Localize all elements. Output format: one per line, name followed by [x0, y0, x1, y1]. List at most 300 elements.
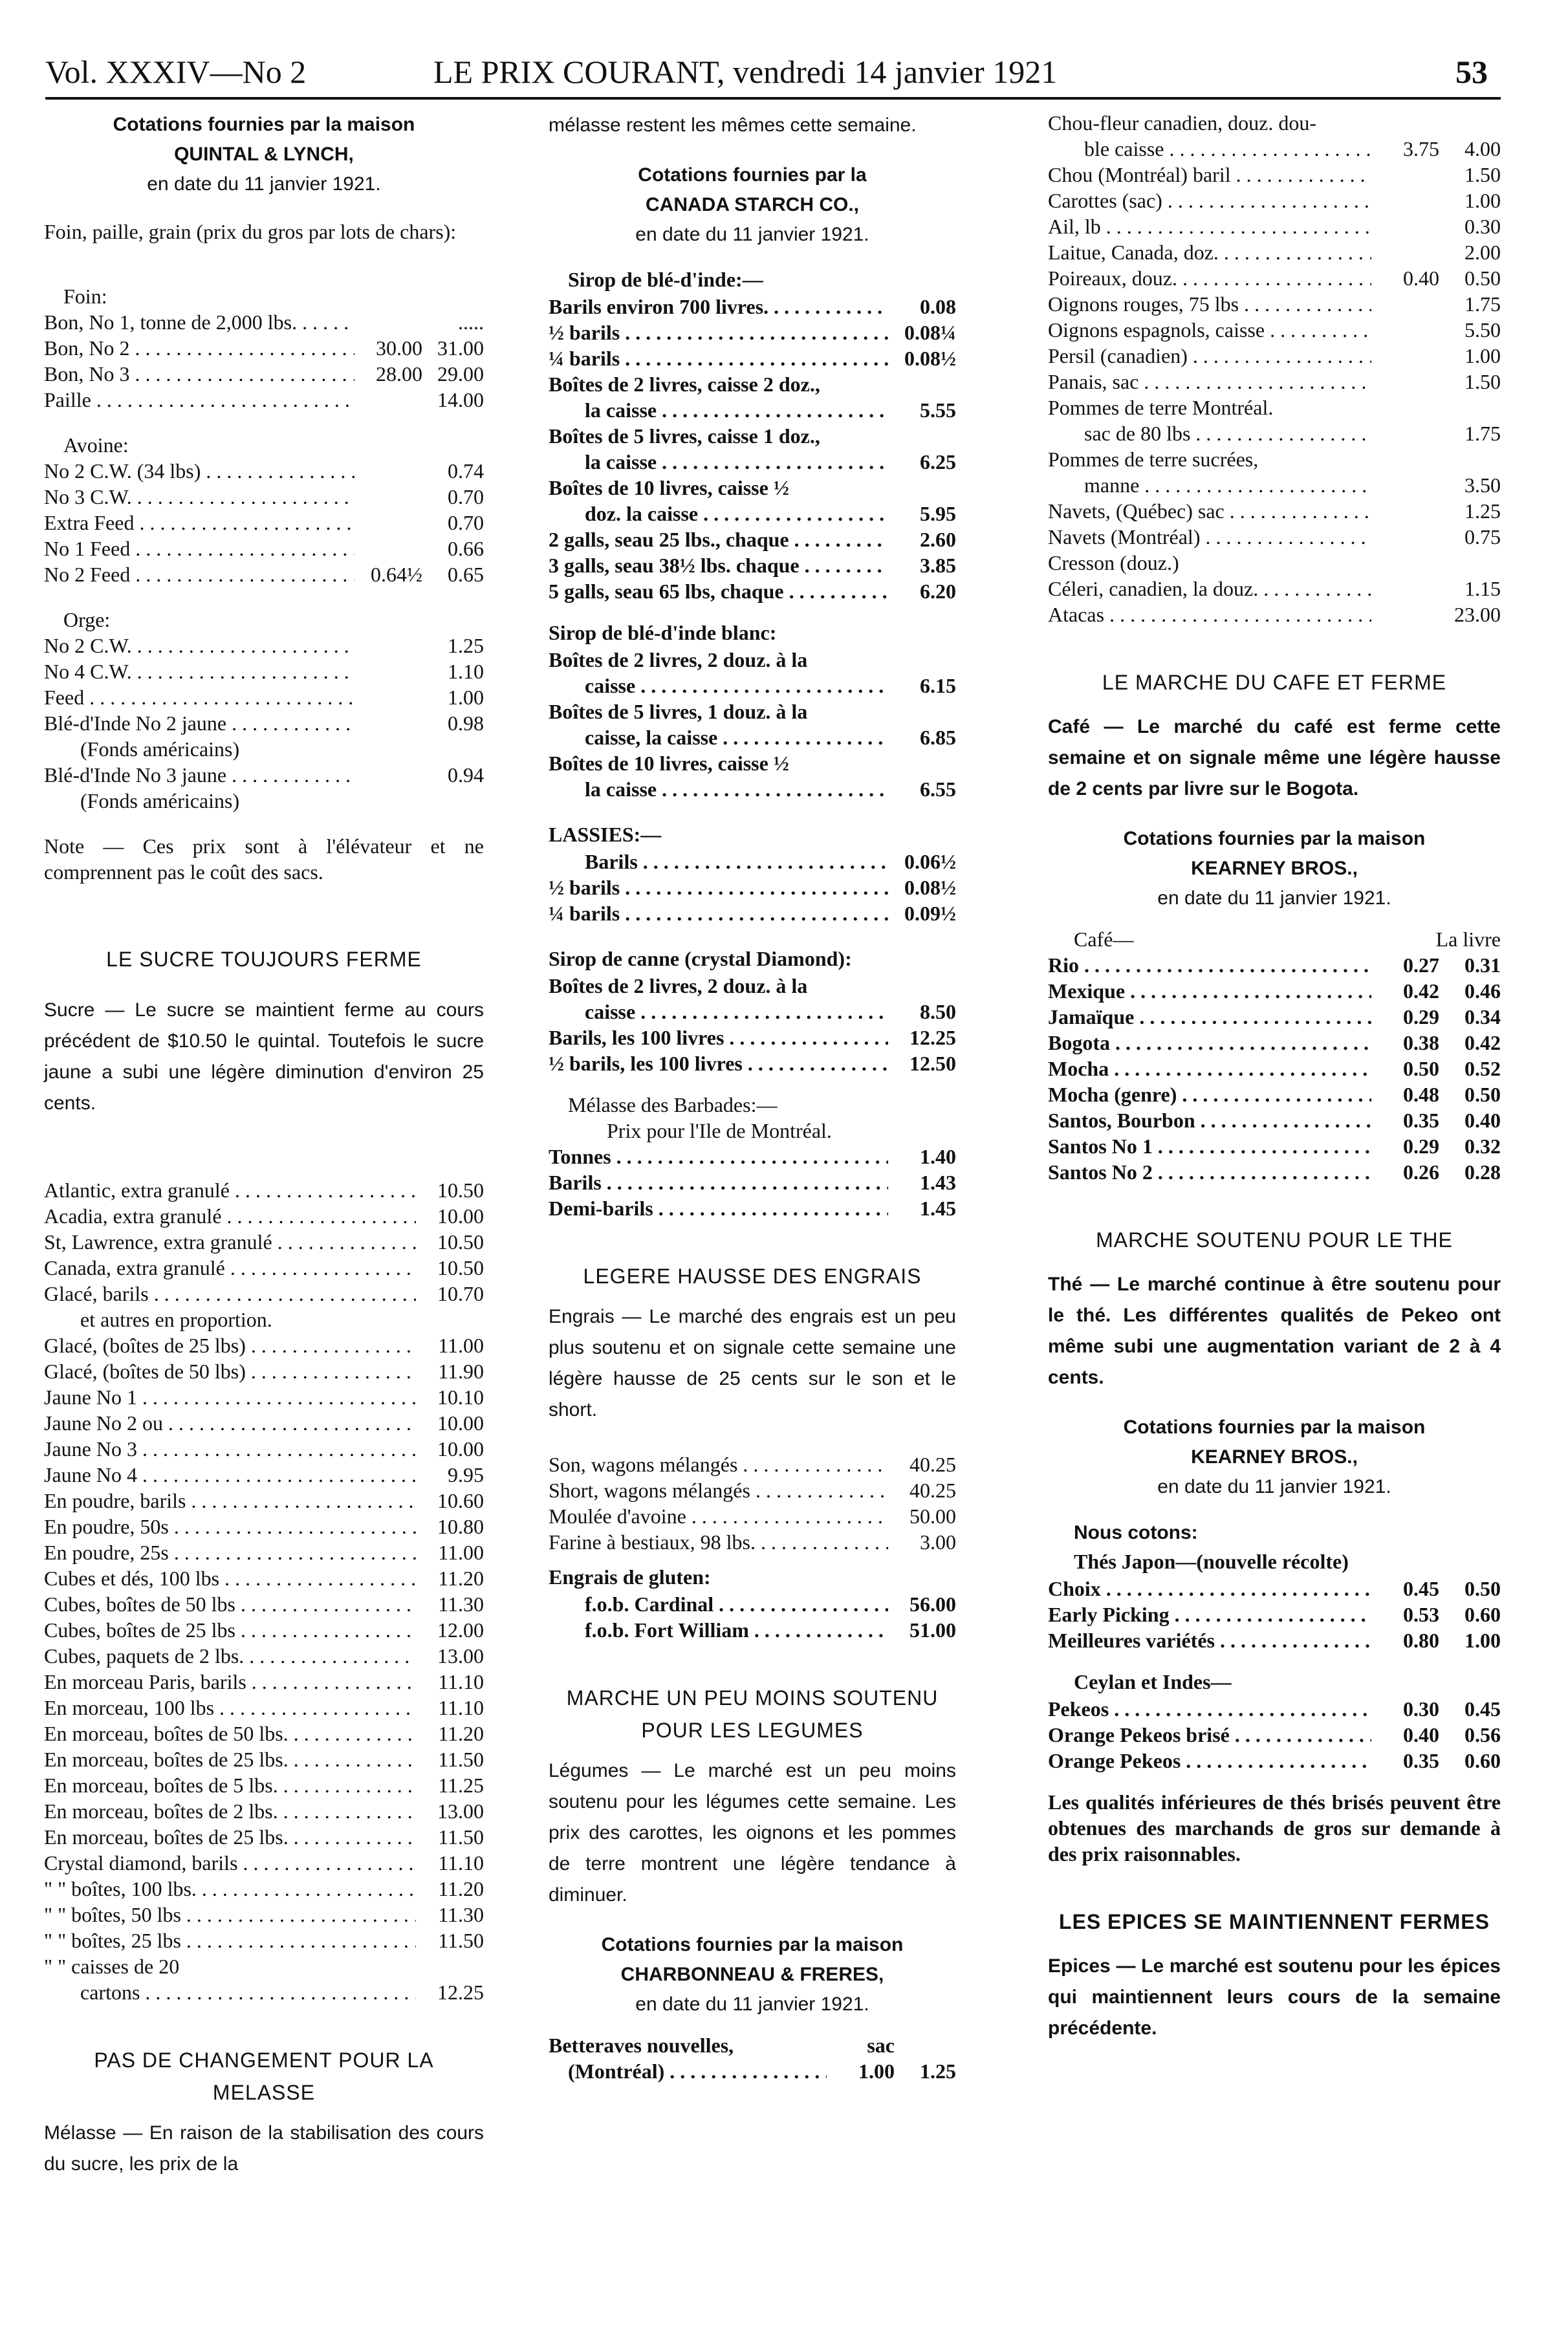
price-row — [44, 1436, 484, 1462]
row-label: Glacé, barils . . . — [44, 1281, 416, 1307]
row-label: Chou-fleur canadien, douz. dou- — [1048, 111, 1316, 135]
row-label: En poudre, 25s . . . — [44, 1539, 416, 1565]
price-row — [44, 1229, 484, 1255]
row-value: 50.00 — [909, 1505, 956, 1528]
row-value: 12.25 — [909, 1026, 956, 1049]
row-label: Betteraves nouvelles, — [549, 2034, 734, 2057]
quote-line: Cotations fournies par la maison — [1123, 828, 1426, 849]
price-row — [44, 1332, 484, 1358]
row-label: No 4 C.W. . . . — [44, 658, 354, 684]
quote-date: en date du 11 janvier 1921. — [635, 224, 869, 245]
row-value-high: 0.65 — [448, 563, 484, 586]
price-row — [549, 999, 956, 1025]
row-value-high: 0.50 — [1465, 1577, 1501, 1600]
row-label: Farine à bestiaux, 98 lbs. . . . — [549, 1529, 888, 1555]
price-row — [549, 1169, 956, 1195]
row-label: Santos No 1 . . . — [1048, 1133, 1371, 1159]
row-label: ¼ barils . . . — [549, 345, 888, 371]
row-value: 0.08½ — [904, 347, 956, 370]
row-label: No 2 C.W. . . . — [44, 633, 354, 658]
row-label: Extra Feed . . . — [44, 510, 354, 536]
row-label: Barils . . . — [549, 849, 888, 875]
row-value: 3.85 — [920, 554, 956, 577]
row-value-low: 0.42 — [1403, 979, 1439, 1003]
row-value-high: 1.25 — [448, 634, 484, 657]
row-value-high: 0.28 — [1465, 1160, 1501, 1184]
quote-line: Cotations fournies par la — [638, 164, 867, 186]
row-label: St, Lawrence, extra granulé . . . — [44, 1229, 416, 1255]
price-row — [549, 973, 956, 999]
price-row — [44, 1617, 484, 1643]
row-value-high: 0.60 — [1465, 1749, 1501, 1772]
quote-date: en date du 11 janvier 1921. — [1157, 1476, 1391, 1497]
row-label: No 3 C.W. . . . — [44, 484, 354, 510]
quote-company: KEARNEY BROS., — [1191, 858, 1358, 879]
row-value: 11.50 — [438, 1929, 484, 1952]
row-value-low: 0.48 — [1403, 1083, 1439, 1106]
section-title: Mélasse des Barbades:— — [568, 1093, 778, 1116]
price-row — [549, 673, 956, 699]
row-value: 11.10 — [438, 1696, 484, 1719]
column-1 — [44, 110, 484, 2180]
row-label: Bogota . . . — [1048, 1030, 1371, 1056]
row-value: 1.45 — [920, 1197, 956, 1220]
price-row — [44, 1721, 484, 1746]
row-label: (Montréal) . . . — [549, 2058, 827, 2084]
row-label: Persil (canadien) . . . — [1048, 343, 1371, 369]
price-row — [549, 1617, 956, 1643]
price-row — [44, 1772, 484, 1798]
row-value-high: 0.70 — [448, 485, 484, 508]
row-value-high: 0.42 — [1465, 1031, 1501, 1054]
row-value: 11.30 — [438, 1592, 484, 1616]
quote-line: Cotations fournies par la maison — [113, 114, 415, 135]
row-label: Céleri, canadien, la douz. . . . — [1048, 576, 1371, 602]
engrais-text: Engrais — Le marché des engrais est un peu plus soutenu et on signale cette semaine une légère hausse de 25 cents sur le son et le short. — [549, 1306, 956, 1420]
row-label: Blé-d'Inde No 2 jaune . . . — [44, 710, 354, 736]
row-label: Feed . . . — [44, 684, 354, 710]
row-label: Panais, sac . . . — [1048, 369, 1371, 395]
price-row — [549, 1195, 956, 1221]
quote-date: en date du 11 janvier 1921. — [147, 173, 381, 195]
quote-company: CANADA STARCH CO., — [646, 194, 859, 215]
price-row — [1048, 136, 1501, 162]
row-label: sac de 80 lbs . . . — [1048, 420, 1371, 446]
avoine-table — [44, 458, 484, 587]
quote-date: en date du 11 janvier 1921. — [635, 1994, 869, 2015]
quote-company: CHARBONNEAU & FRERES, — [620, 1964, 884, 1985]
row-value: 1.43 — [920, 1171, 956, 1194]
row-value: 12.50 — [909, 1052, 956, 1075]
price-row — [44, 510, 484, 536]
price-row — [1048, 1696, 1501, 1722]
row-value: 11.25 — [438, 1774, 484, 1797]
row-label: Barils . . . — [549, 1169, 888, 1195]
row-value-high: 0.50 — [1465, 266, 1501, 290]
sirop-blanc-table — [549, 647, 956, 802]
price-row — [44, 1591, 484, 1617]
price-row — [549, 875, 956, 900]
price-row — [549, 1529, 956, 1555]
price-row — [1048, 446, 1501, 472]
price-row — [1048, 498, 1501, 524]
price-row — [549, 1451, 956, 1477]
row-label: caisse, la caisse . . . — [549, 724, 888, 750]
row-value-low: 30.00 — [376, 336, 422, 360]
row-label: No 2 C.W. (34 lbs) . . . — [44, 458, 354, 484]
intro-text: Foin, paille, grain (prix du gros par lots de chars): — [44, 220, 457, 243]
price-row — [549, 475, 956, 501]
engrais-table — [549, 1451, 956, 1555]
row-value: 10.00 — [437, 1204, 484, 1228]
price-row — [44, 1462, 484, 1488]
price-row — [44, 1565, 484, 1591]
price-row — [1048, 1004, 1501, 1030]
row-label: Poireaux, douz. . . . — [1048, 265, 1371, 291]
row-value-low: 1.00 — [858, 2060, 895, 2083]
row-label: manne . . . — [1048, 472, 1371, 498]
melasse-heading: PAS DE CHANGEMENT POUR LA MELASSE — [94, 2049, 434, 2104]
price-row — [1048, 291, 1501, 317]
row-label: Acadia, extra granulé . . . — [44, 1203, 416, 1229]
row-label: ½ barils . . . — [549, 875, 888, 900]
sucre-heading: LE SUCRE TOUJOURS FERME — [106, 948, 422, 971]
price-row — [549, 527, 956, 552]
row-label: Boîtes de 2 livres, 2 douz. à la — [549, 648, 808, 671]
row-label: Bon, No 3 . . . — [44, 361, 354, 387]
row-label: " " boîtes, 100 lbs. . . . — [44, 1876, 416, 1902]
row-label: Glacé, (boîtes de 50 lbs) . . . — [44, 1358, 416, 1384]
price-row — [44, 736, 484, 762]
row-value: 11.00 — [438, 1541, 484, 1564]
row-label: cartons . . . — [44, 1979, 416, 2005]
row-label: Santos No 2 . . . — [1048, 1159, 1371, 1185]
row-label: Boîtes de 10 livres, caisse ½ — [549, 476, 789, 499]
price-row — [549, 900, 956, 926]
row-label: Chou (Montréal) baril . . . — [1048, 162, 1371, 188]
row-value: 12.25 — [437, 1981, 484, 2004]
row-value: 11.20 — [438, 1877, 484, 1900]
epices-heading: LES EPICES SE MAINTIENNENT FERMES — [1059, 1910, 1490, 1933]
row-value: 5.55 — [920, 398, 956, 422]
row-label: Oignons espagnols, caisse . . . — [1048, 317, 1371, 343]
row-label: f.o.b. Fort William . . . — [549, 1617, 888, 1643]
row-value: 10.10 — [437, 1386, 484, 1409]
quote-company: QUINTAL & LYNCH, — [174, 144, 354, 165]
row-label: Paille . . . — [44, 387, 354, 413]
row-label: f.o.b. Cardinal . . . — [549, 1591, 888, 1617]
row-value: 11.10 — [438, 1851, 484, 1875]
cafe-table — [1048, 952, 1501, 1185]
row-value: 56.00 — [909, 1592, 956, 1616]
section-title: Sirop de canne (crystal Diamond): — [549, 947, 852, 970]
cafe-unit: La livre — [1435, 928, 1501, 951]
row-value: 6.25 — [920, 450, 956, 473]
lassies-table — [549, 849, 956, 926]
price-row — [44, 1695, 484, 1721]
row-label: Mocha . . . — [1048, 1056, 1371, 1081]
price-row — [1048, 978, 1501, 1004]
row-label: caisse . . . — [549, 999, 888, 1025]
row-value: 10.70 — [437, 1282, 484, 1305]
row-label: Jaune No 4 . . . — [44, 1462, 416, 1488]
the-heading: MARCHE SOUTENU POUR LE THE — [1096, 1228, 1453, 1252]
row-value-low: 0.53 — [1403, 1603, 1439, 1626]
row-value: 11.00 — [438, 1334, 484, 1357]
price-row — [549, 1025, 956, 1050]
price-row — [44, 788, 484, 814]
row-label: Jamaïque . . . — [1048, 1004, 1371, 1030]
row-value-low: 0.29 — [1403, 1005, 1439, 1028]
row-value-low: 3.75 — [1403, 137, 1439, 160]
row-label: 2 galls, seau 25 lbs., chaque . . . — [549, 527, 888, 552]
row-label: Blé-d'Inde No 3 jaune . . . — [44, 762, 354, 788]
row-value-high: 5.50 — [1465, 318, 1501, 342]
price-row — [44, 1203, 484, 1229]
row-value-low: 0.27 — [1403, 953, 1439, 977]
row-value: 13.00 — [437, 1644, 484, 1668]
price-row — [1048, 265, 1501, 291]
row-value: 10.50 — [437, 1256, 484, 1279]
row-label: Boîtes de 10 livres, caisse ½ — [549, 752, 789, 775]
price-row — [44, 561, 484, 587]
row-label: " " boîtes, 25 lbs . . . — [44, 1928, 416, 1953]
row-label: ½ barils, les 100 livres . . . — [549, 1050, 888, 1076]
price-row — [1048, 395, 1501, 420]
section-title: Ceylan et Indes— — [1074, 1670, 1232, 1693]
row-value-high: 0.56 — [1465, 1723, 1501, 1746]
row-label: Orange Pekeos brisé . . . — [1048, 1722, 1371, 1748]
row-label: Bon, No 1, tonne de 2,000 lbs. . . . — [44, 309, 354, 335]
the-text: Thé — Le marché continue à être soutenu pour le thé. Les différentes qualités de Pekeo ont même subi une augmentation variant de 2 à 4 cents. — [1048, 1274, 1501, 1388]
row-value-high: 0.52 — [1465, 1057, 1501, 1080]
row-value: 40.25 — [909, 1453, 956, 1476]
price-row — [44, 1876, 484, 1902]
row-label: Cubes, paquets de 2 lbs. . . . — [44, 1643, 416, 1669]
price-row — [44, 1358, 484, 1384]
row-value: 10.80 — [437, 1515, 484, 1538]
row-value-high: 0.45 — [1465, 1697, 1501, 1721]
price-row — [44, 1384, 484, 1410]
row-value-high: 0.30 — [1465, 215, 1501, 238]
price-row — [1048, 162, 1501, 188]
row-value-high: 31.00 — [437, 336, 484, 360]
row-value: 5.95 — [920, 502, 956, 525]
row-value: 6.55 — [920, 777, 956, 801]
price-row — [44, 710, 484, 736]
qualites-text: Les qualités inférieures de thés brisés peuvent être obtenues des marchands de gros sur demande à des prix raisonnables. — [1048, 1790, 1501, 1865]
row-label: Santos, Bourbon . . . — [1048, 1107, 1371, 1133]
price-row — [549, 1503, 956, 1529]
row-label: Pommes de terre Montréal. — [1048, 396, 1274, 419]
row-value: 10.00 — [437, 1437, 484, 1461]
row-label: doz. la caisse . . . — [549, 501, 888, 527]
row-label: ½ barils . . . — [549, 320, 888, 345]
row-label: " " boîtes, 50 lbs . . . — [44, 1902, 416, 1928]
ceylan-table — [1048, 1696, 1501, 1774]
row-value-high: 0.60 — [1465, 1603, 1501, 1626]
price-row — [44, 335, 484, 361]
row-value-high: 2.00 — [1465, 241, 1501, 264]
row-value-low: 0.64½ — [371, 563, 422, 586]
price-row — [549, 724, 956, 750]
row-value-high: 14.00 — [437, 388, 484, 411]
section-title: Avoine: — [63, 433, 129, 457]
cotons-label: Nous cotons: — [1074, 1522, 1198, 1543]
section-subtitle: Prix pour l'Ile de Montréal. — [607, 1119, 832, 1142]
price-row — [549, 371, 956, 397]
legumes-text: Légumes — Le marché est un peu moins soutenu pour les légumes cette semaine. Les prix des carottes, les oignons et les pommes de terre montrent une légère tendance à diminuer. — [549, 1760, 956, 1906]
section-title: Orge: — [63, 608, 111, 631]
row-value-high: 0.94 — [448, 763, 484, 787]
row-label: Meilleures variétés . . . — [1048, 1627, 1371, 1653]
section-title: Engrais de gluten: — [549, 1565, 711, 1589]
row-label: Laitue, Canada, doz. . . . — [1048, 239, 1371, 265]
row-value-high: 1.00 — [1465, 344, 1501, 367]
sucre-table — [44, 1177, 484, 2005]
row-label: Jaune No 3 . . . — [44, 1436, 416, 1462]
price-row — [1048, 952, 1501, 978]
row-value-high: 3.50 — [1465, 473, 1501, 497]
quote-line: Cotations fournies par la maison — [1123, 1417, 1426, 1438]
price-row — [44, 1643, 484, 1669]
price-row — [1048, 420, 1501, 446]
row-value-low: 0.45 — [1403, 1577, 1439, 1600]
price-row — [549, 345, 956, 371]
price-row — [44, 1746, 484, 1772]
row-label: Cubes, boîtes de 25 lbs . . . — [44, 1617, 416, 1643]
price-row — [1048, 188, 1501, 213]
price-row — [1048, 550, 1501, 576]
price-row — [1048, 602, 1501, 627]
price-row — [44, 1850, 484, 1876]
row-label: ble caisse . . . — [1048, 136, 1371, 162]
price-row — [549, 1144, 956, 1169]
row-value-high: 0.66 — [448, 537, 484, 560]
quote-date: en date du 11 janvier 1921. — [1157, 887, 1391, 909]
row-value-high: 0.70 — [448, 511, 484, 534]
page-header — [45, 53, 1533, 98]
row-value: 51.00 — [909, 1618, 956, 1642]
price-row — [549, 750, 956, 776]
row-value-low: 0.26 — [1403, 1160, 1439, 1184]
price-row — [549, 1591, 956, 1617]
row-value-high: 23.00 — [1454, 603, 1501, 626]
price-row — [44, 1928, 484, 1953]
price-row — [549, 449, 956, 475]
price-row — [44, 361, 484, 387]
row-value-high: 1.50 — [1465, 163, 1501, 186]
price-row — [549, 1477, 956, 1503]
row-label: Barils, les 100 livres . . . — [549, 1025, 888, 1050]
engrais-heading: LEGERE HAUSSE DES ENGRAIS — [583, 1265, 922, 1288]
price-row — [1048, 1576, 1501, 1602]
row-label: Pekeos . . . — [1048, 1696, 1371, 1722]
row-label: En poudre, barils . . . — [44, 1488, 416, 1514]
price-row — [44, 1488, 484, 1514]
row-value-high: 4.00 — [1465, 137, 1501, 160]
row-label: Moulée d'avoine . . . — [549, 1503, 888, 1529]
price-row — [44, 309, 484, 335]
row-value: 11.10 — [438, 1670, 484, 1693]
row-value: 6.20 — [920, 580, 956, 603]
price-row — [549, 397, 956, 423]
price-row — [44, 1255, 484, 1281]
price-row — [44, 1177, 484, 1203]
row-value-high: 1.00 — [1465, 1629, 1501, 1652]
row-label: caisse . . . — [549, 673, 888, 699]
row-label: Mocha (genre) . . . — [1048, 1081, 1371, 1107]
cafe-heading: LE MARCHE DU CAFE ET FERME — [1102, 671, 1447, 694]
row-label: Tonnes . . . — [549, 1144, 888, 1169]
price-row — [44, 1798, 484, 1824]
row-label: la caisse . . . — [549, 776, 888, 802]
row-value-high: 0.46 — [1465, 979, 1501, 1003]
price-row — [1048, 1748, 1501, 1774]
row-value: 11.50 — [438, 1748, 484, 1771]
price-row — [44, 762, 484, 788]
row-value-low: 0.40 — [1403, 266, 1439, 290]
sucre-text: Sucre — Le sucre se maintient ferme au cours précédent de $10.50 le quintal. Toutefois le sucre jaune a subi une légère diminution d'environ 25 cents. — [44, 999, 484, 1114]
section-title: Sirop de blé-d'inde:— — [568, 268, 763, 291]
row-value-high: 1.25 — [920, 2060, 956, 2083]
row-label: Cresson (douz.) — [1048, 551, 1179, 574]
price-row — [549, 699, 956, 724]
row-label: En morceau, boîtes de 5 lbs. . . . — [44, 1772, 416, 1798]
quote-company: KEARNEY BROS., — [1191, 1446, 1358, 1468]
row-value: 0.09½ — [904, 902, 956, 925]
price-row — [1048, 472, 1501, 498]
price-row — [44, 458, 484, 484]
row-label: Orange Pekeos . . . — [1048, 1748, 1371, 1774]
japon-table — [1048, 1576, 1501, 1653]
row-value: 10.50 — [437, 1230, 484, 1254]
price-row — [549, 501, 956, 527]
row-value-high: 1.75 — [1465, 292, 1501, 316]
row-label: En morceau, 100 lbs . . . — [44, 1695, 416, 1721]
price-row — [44, 1902, 484, 1928]
price-row — [44, 387, 484, 413]
legumes-table — [1048, 110, 1501, 627]
row-label: Cubes et dés, 100 lbs . . . — [44, 1565, 416, 1591]
row-value-high: 0.34 — [1465, 1005, 1501, 1028]
price-row — [1048, 1722, 1501, 1748]
row-value-low: 0.80 — [1403, 1629, 1439, 1652]
price-row — [1048, 1627, 1501, 1653]
price-row — [1048, 343, 1501, 369]
row-label: Boîtes de 2 livres, caisse 2 doz., — [549, 373, 820, 396]
row-label: Boîtes de 2 livres, 2 douz. à la — [549, 974, 808, 997]
cafe-head — [1048, 926, 1501, 952]
price-row — [44, 1281, 484, 1307]
row-value-high: 1.10 — [448, 660, 484, 683]
price-row — [1048, 317, 1501, 343]
row-value: 2.60 — [920, 528, 956, 551]
row-unit: sac — [867, 2034, 895, 2057]
row-label: En morceau, boîtes de 25 lbs. . . . — [44, 1746, 416, 1772]
page-number: 53 — [1455, 54, 1488, 90]
row-value-low: 0.38 — [1403, 1031, 1439, 1054]
row-value: 13.00 — [437, 1799, 484, 1823]
row-value: 40.25 — [909, 1479, 956, 1502]
page-title: LE PRIX COURANT, vendredi 14 janvier 1921 — [433, 54, 1058, 90]
row-value: 11.20 — [438, 1567, 484, 1590]
row-label: Jaune No 2 ou . . . — [44, 1410, 416, 1436]
price-row — [549, 776, 956, 802]
row-value: 10.00 — [437, 1411, 484, 1435]
price-row — [1048, 1159, 1501, 1185]
row-label: Early Picking . . . — [1048, 1602, 1371, 1627]
